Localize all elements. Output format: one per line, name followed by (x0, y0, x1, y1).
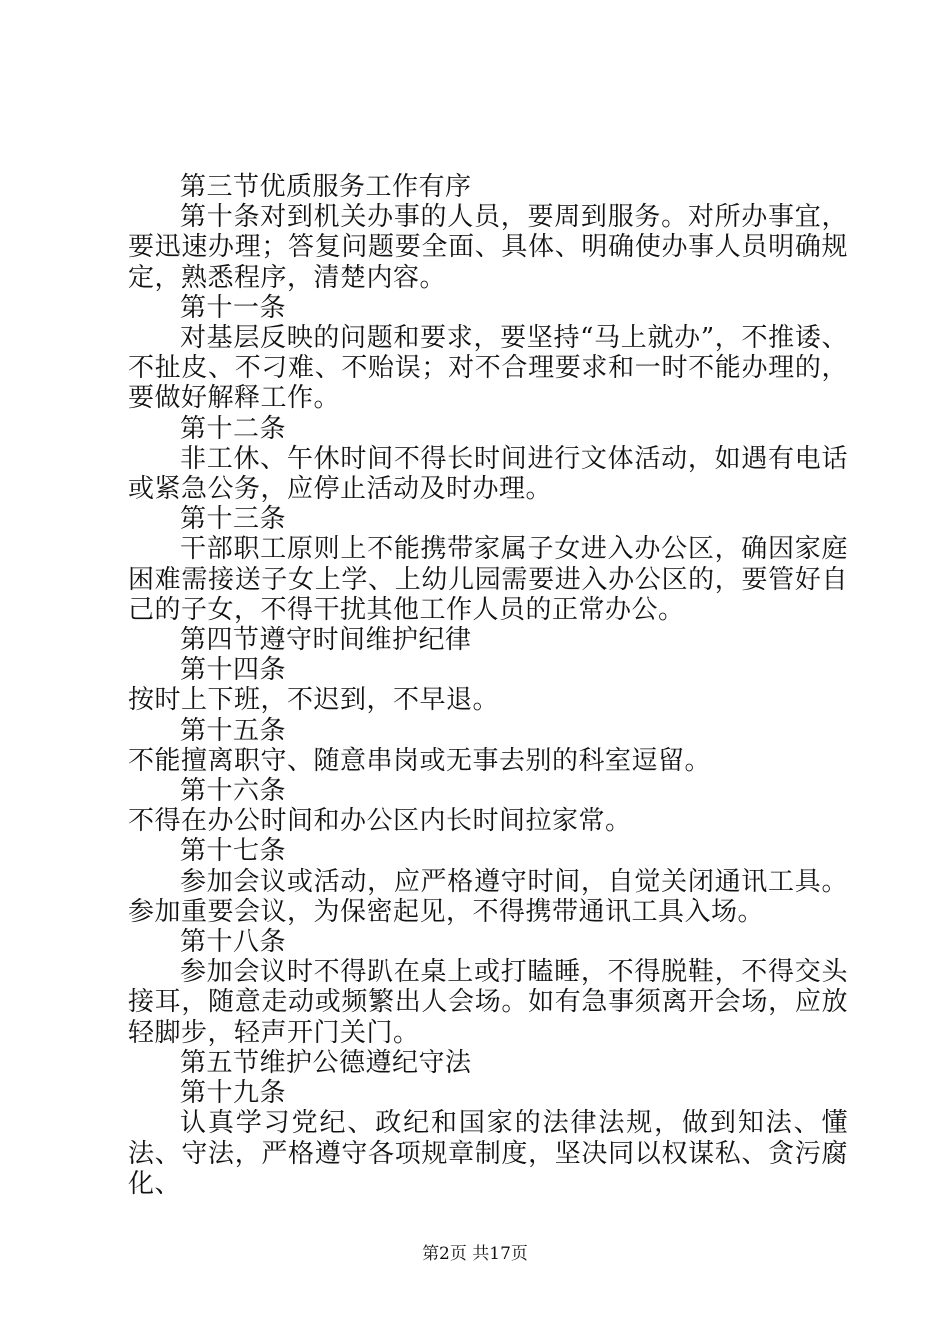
article-heading: 第十四条 (180, 655, 287, 686)
section-heading: 第四节遵守时间维护纪律 (180, 625, 472, 656)
article-heading: 第十三条 (180, 504, 287, 535)
article-heading: 第十九条 (180, 1078, 287, 1109)
article-heading: 第十五条 (180, 715, 287, 746)
article-paragraph: 不能擅离职守、随意串岗或无事去别的科室逗留。 (128, 745, 712, 776)
article-heading: 第十六条 (180, 776, 287, 807)
article-heading: 第十七条 (180, 836, 287, 867)
section-heading: 第三节优质服务工作有序 (180, 172, 472, 202)
section-heading: 第五节维护公德遵纪守法 (180, 1047, 472, 1078)
article-paragraph: 对基层反映的问题和要求，要坚持“马上就办”，不推诿、不扯皮、不刁难、不贻误；对不合理要求和一时不能办理的，要做好解释工作。 (128, 323, 848, 414)
article-paragraph: 不得在办公时间和办公区内长时间拉家常。 (128, 806, 632, 837)
article-paragraph: 按时上下班，不迟到，不早退。 (128, 685, 500, 716)
article-heading: 第十一条 (180, 292, 287, 323)
article-paragraph: 非工休、午休时间不得长时间进行文体活动，如遇有电话或紧急公务，应停止活动及时办理。 (128, 443, 848, 505)
article-paragraph: 参加会议时不得趴在桌上或打瞌睡，不得脱鞋，不得交头接耳，随意走动或频繁出人会场。如有急事须离开会场，应放轻脚步，轻声开门关门。 (128, 957, 848, 1048)
article-heading: 第十八条 (180, 927, 287, 958)
page-footer (0, 1243, 950, 1265)
article-paragraph: 认真学习党纪、政纪和国家的法律法规，做到知法、懂法、守法，严格遵守各项规章制度，坚决同以权谋私、贪污腐化、 (128, 1108, 848, 1199)
article-heading: 第十二条 (180, 413, 287, 444)
document-body (128, 172, 848, 1199)
article-paragraph: 第十条对到机关办事的人员，要周到服务。对所办事宜，要迅速办理；答复问题要全面、具体、明确使办事人员明确规定，熟悉程序，清楚内容。 (128, 202, 848, 293)
page-number: 第2页 共17页 (422, 1244, 528, 1264)
article-paragraph: 干部职工原则上不能携带家属子女进入办公区，确因家庭困难需接送子女上学、上幼儿园需要进入办公区的，要管好自己的子女，不得干扰其他工作人员的正常办公。 (128, 534, 848, 625)
article-paragraph: 参加会议或活动，应严格遵守时间，自觉关闭通讯工具。参加重要会议，为保密起见，不得携带通讯工具入场。 (128, 866, 848, 927)
